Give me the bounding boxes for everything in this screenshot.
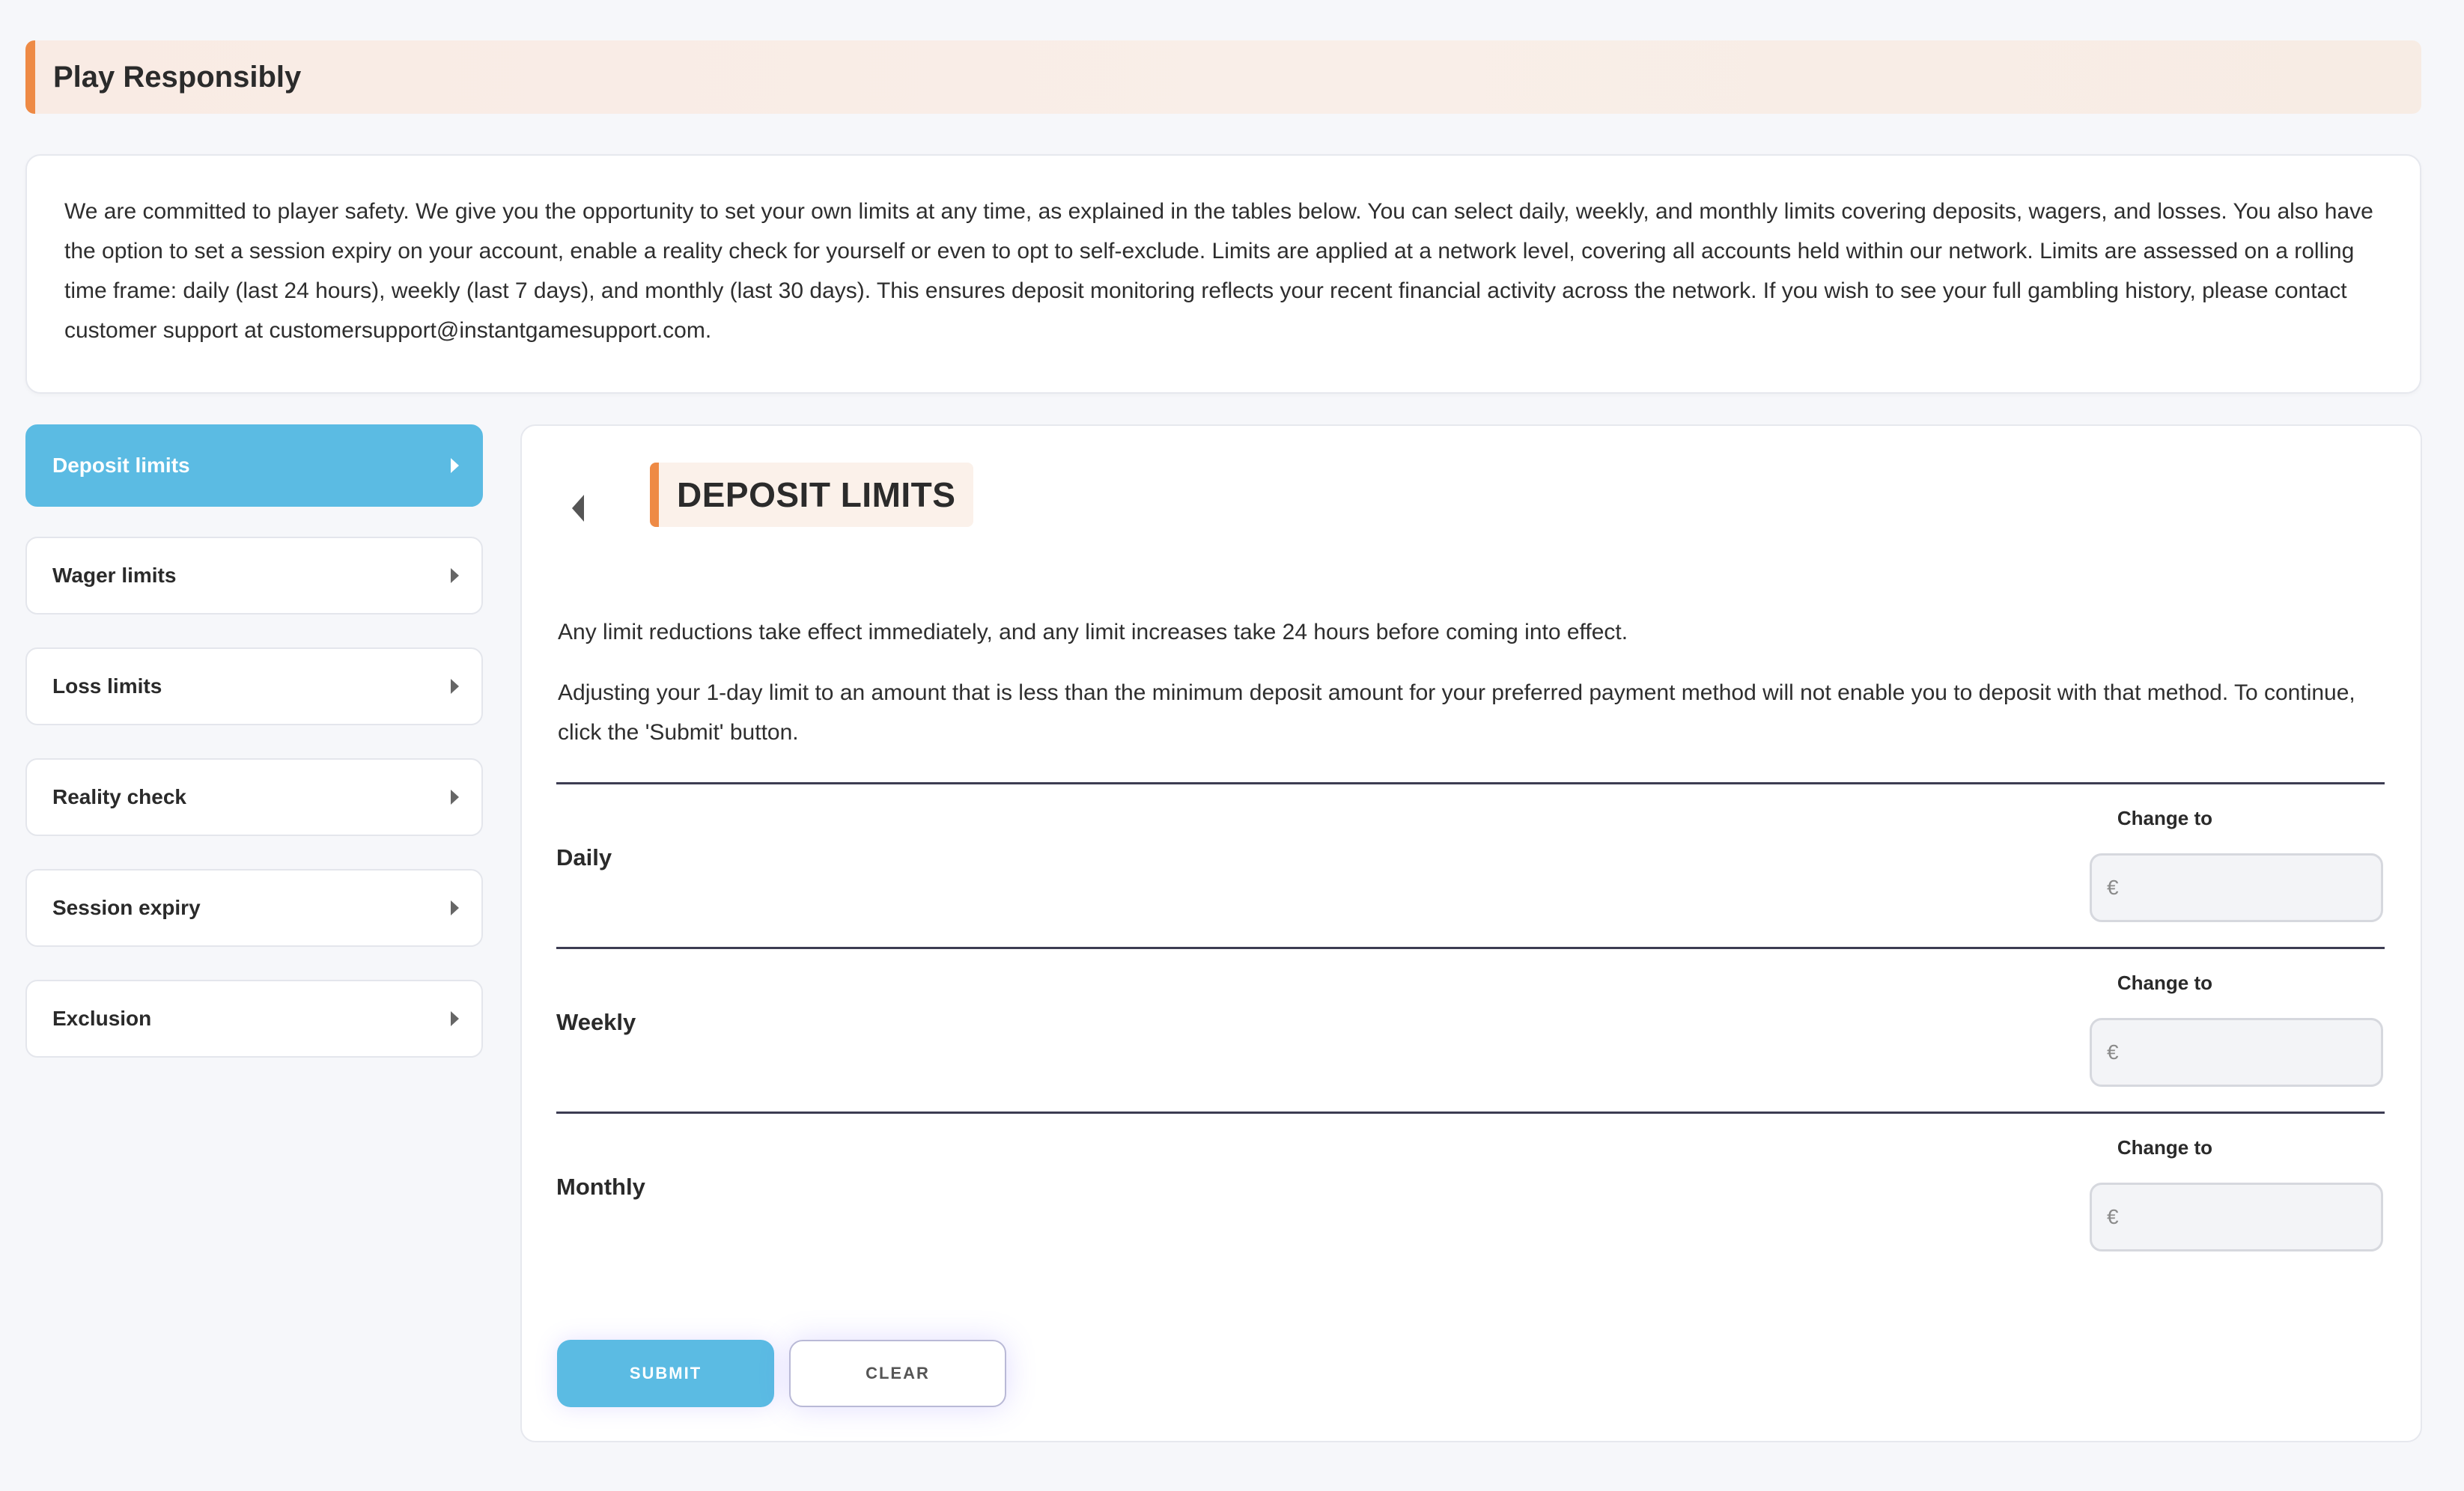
page-banner: [25, 40, 2421, 114]
chevron-right-icon: [451, 568, 459, 583]
limit-row-monthly: [556, 1112, 2385, 1276]
chevron-left-icon: [572, 495, 584, 522]
submit-button[interactable]: SUBMIT: [557, 1340, 774, 1407]
page-title: Play Responsibly: [53, 60, 302, 94]
limit-label: Monthly: [556, 1174, 645, 1200]
limit-label: Weekly: [556, 1009, 636, 1035]
back-button[interactable]: [567, 493, 589, 523]
daily-limit-input[interactable]: [2090, 853, 2383, 922]
sidebar-item-label: Wager limits: [52, 564, 177, 587]
sidebar: [25, 424, 483, 1091]
sidebar-item-label: Session expiry: [52, 896, 201, 919]
change-to-label: Change to: [2117, 972, 2212, 994]
minimum-deposit-note: Adjusting your 1-day limit to an amount that is less than the minimum deposit amount for your preferred payment method will not enable you to deposit with that method. To continue, click the 'Submit' button.: [558, 680, 2355, 745]
chevron-right-icon: [451, 458, 459, 473]
sidebar-item-session-expiry[interactable]: [25, 869, 483, 947]
sidebar-item-wager-limits[interactable]: [25, 537, 483, 615]
sidebar-item-label: Deposit limits: [52, 454, 190, 477]
chevron-right-icon: [451, 679, 459, 694]
chevron-right-icon: [451, 1011, 459, 1026]
sidebar-item-deposit-limits[interactable]: [25, 424, 483, 507]
sidebar-item-loss-limits[interactable]: [25, 647, 483, 725]
sidebar-item-exclusion[interactable]: [25, 980, 483, 1058]
intro-text: We are committed to player safety. We give you the opportunity to set your own limits at any time, as explained in the tables below. You can select daily, weekly, and monthly limits covering deposits, wagers, and losses. You also have the option to set a session expiry on your account, enable a reality check for yourself or even to opt to self-exclude. Limits are applied at a network level, covering all accounts held within our network. Limits are assessed on a rolling time frame: daily (last 24 hours), weekly (last 7 days), and monthly (last 30 days). This ensures deposit monitoring reflects your recent financial activity across the network. If you wish to see your full gambling history, please contact customer support at customersupport@instantgamesupport.com.: [64, 199, 2373, 343]
limit-row-weekly: [556, 947, 2385, 1112]
sidebar-item-label: Reality check: [52, 785, 186, 808]
limit-change-note: Any limit reductions take effect immediately, and any limit increases take 24 hours before coming into effect.: [558, 620, 1628, 644]
clear-button[interactable]: CLEAR: [789, 1340, 1006, 1407]
change-to-label: Change to: [2117, 807, 2212, 829]
sidebar-item-reality-check[interactable]: [25, 758, 483, 836]
section-header: [650, 463, 973, 527]
chevron-right-icon: [451, 900, 459, 915]
section-title: DEPOSIT LIMITS: [677, 475, 956, 514]
sidebar-item-label: Loss limits: [52, 674, 162, 698]
change-to-label: Change to: [2117, 1136, 2212, 1159]
weekly-limit-input[interactable]: [2090, 1018, 2383, 1087]
monthly-limit-input[interactable]: [2090, 1183, 2383, 1251]
intro-card: [25, 154, 2421, 394]
limit-label: Daily: [556, 844, 612, 870]
chevron-right-icon: [451, 790, 459, 805]
sidebar-item-label: Exclusion: [52, 1007, 152, 1030]
limit-row-daily: [556, 782, 2385, 947]
